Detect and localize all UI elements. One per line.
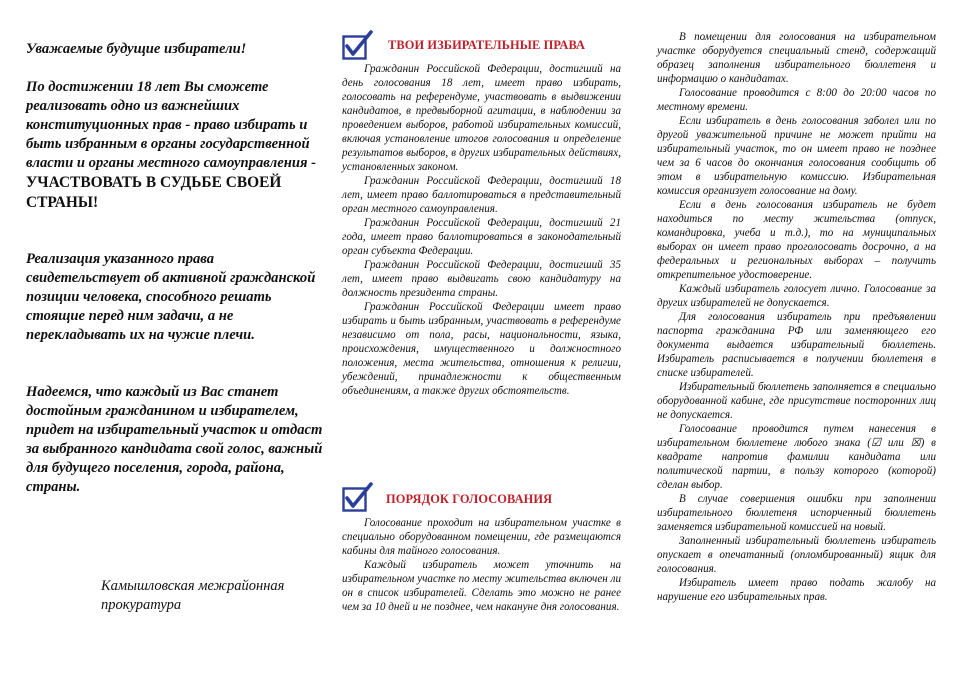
signature: Камышловская межрайонная прокуратура xyxy=(101,578,285,613)
rule-paragraph: Для голосования избиратель при предъявлении паспорта гражданина РФ или заменяющего его документа выдается избирательный бюллетень. Избиратель расписывается в получении бюллетеня в списке избирателей. xyxy=(657,311,936,379)
rule-paragraph: Заполненный избирательный бюллетень избиратель опускает в опечатанный (опломбированный) ящик для голосования. xyxy=(657,535,936,575)
rule-paragraph: Если в день голосования избиратель не будет находиться по месту жительства (отпуск, командировка, учеба и т.д.), то на муниципальных выборах он имеет право проголосовать досрочно, а на федеральных и региональных выборах – получить открепительное удостоверение. xyxy=(657,199,936,281)
rights-text xyxy=(342,62,621,398)
hope-paragraph: Надеемся, что каждый из Вас станет достойным гражданином и избирателем, придет на избирательный участок и отдаст за выбранного кандидата свой голос, важный для будущего поселения, города, района, страны. xyxy=(26,384,323,495)
checkbox-check-icon xyxy=(342,482,374,514)
rights-paragraph: Гражданин Российской Федерации имеет право избирать и быть избранным, участвовать в референдуме независимо от пола, расы, национальности, языка, происхождения, имущественного и должностного положения, места жительства, отношения к религии, убеждений, принадлежности к общественным объединениям, а также других обстоятельств. xyxy=(342,301,621,397)
procedure-text xyxy=(342,516,621,614)
rule-paragraph: Избирательный бюллетень заполняется в специально оборудованной кабине, где присутствие посторонних лиц не допускается. xyxy=(657,381,936,421)
procedure-paragraph: Голосование проходит на избирательном участке в специально оборудованном помещении, где размещаются кабины для тайного голосования. xyxy=(342,517,621,557)
rule-paragraph: В помещении для голосования на избирательном участке оборудуется специальный стенд, содержащий образец заполнения избирательного бюллетеня и информацию о кандидатах. xyxy=(657,31,936,85)
intro-paragraph xyxy=(26,78,326,213)
rule-paragraph: Если избиратель в день голосования заболел или по другой уважительной причине не может прийти на избирательный участок, то он имеет право не позднее чем за 6 часов до окончания голосования сообщить об этом в избирательную комиссию. Избирательная комиссия организует голосование на дому. xyxy=(657,115,936,197)
rule-paragraph: Голосование проводится путем нанесения в избирательном бюллетене любого знака (☑ или ☒) в квадрате напротив фамилии кандидата или политической партии, в пользу которого (которой) сделан выбор. xyxy=(657,423,936,491)
section-title-procedure: ПОРЯДОК ГОЛОСОВАНИЯ xyxy=(386,492,553,506)
procedure-paragraph: Каждый избиратель может уточнить на избирательном участке по месту жительства включен ли он в список избирателей. Сделать это можно не ранее чем за 10 дней и не позднее, чем накануне дня голосования. xyxy=(342,559,621,613)
intro-text: По достижении 18 лет Вы сможете реализовать одно из важнейших конституционных прав - право избирать и быть избранным в органы государственной власти и органы местного самоуправления - xyxy=(26,79,316,171)
rights-paragraph: Гражданин Российской Федерации, достигший 35 лет, имеет право выдвигать свою кандидатуру на должность президента страны. xyxy=(342,259,621,299)
rights-paragraph: Гражданин Российской Федерации, достигший на день голосования 18 лет, имеет право избирать, голосовать на референдуме, участвовать в выдвижении кандидатов, в предвыборной агитации, в наблюдении за проведением выборов, работой избирательных комиссий, включая установление итогов голосования и определение результатов выборов, в других избирательных действиях, установленных законом. xyxy=(342,63,621,173)
rights-paragraph: Гражданин Российской Федерации, достигший 18 лет, имеет право баллотироваться в представительный орган местного самоуправления. xyxy=(342,175,621,215)
voting-rules-text xyxy=(657,30,936,604)
greeting: Уважаемые будущие избиратели! xyxy=(26,41,247,57)
rule-paragraph: Каждый избиратель голосует лично. Голосование за других избирателей не допускается. xyxy=(657,283,936,309)
checkbox-check-icon xyxy=(342,30,374,62)
citizenship-paragraph: Реализация указанного права свидетельствует об активной гражданской позиции человека, способного решать стоящие перед ним задачи, а не перекладывать их на чужие плечи. xyxy=(26,251,316,343)
intro-caps: УЧАСТВОВАТЬ В СУДЬБЕ СВОЕЙ СТРАНЫ! xyxy=(26,174,282,211)
rule-paragraph: В случае совершения ошибки при заполнении избирательного бюллетеня испорченный бюллетень заменяется избирательной комиссией на новый. xyxy=(657,493,936,533)
rule-paragraph: Избиратель имеет право подать жалобу на нарушение его избирательных прав. xyxy=(657,577,936,603)
section-title-rights: ТВОИ ИЗБИРАТЕЛЬНЫЕ ПРАВА xyxy=(388,38,586,52)
rights-paragraph: Гражданин Российской Федерации, достигший 21 года, имеет право баллотироваться в законодательный орган субъекта Федерации. xyxy=(342,217,621,257)
rule-paragraph: Голосование проводится с 8:00 до 20:00 часов по местному времени. xyxy=(657,87,936,113)
